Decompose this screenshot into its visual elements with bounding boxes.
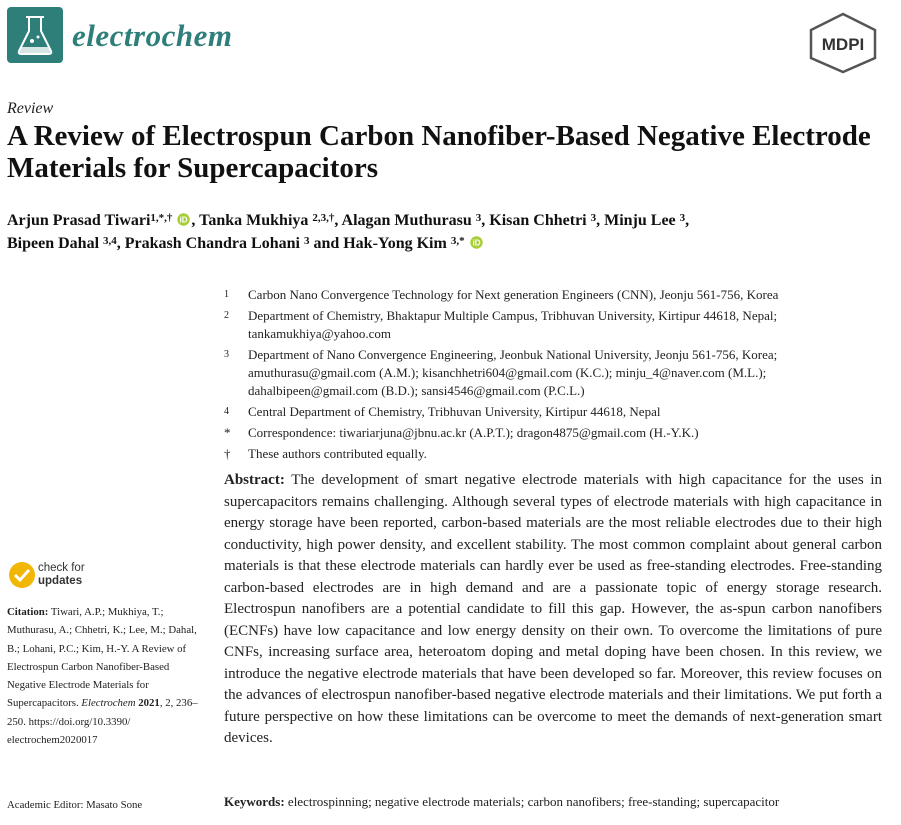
check-for-updates-label[interactable]: check for updates	[38, 562, 85, 587]
author-affiliation-marks: 3	[679, 212, 686, 224]
correspondence-item: * Correspondence: tiwariarjuna@jbnu.ac.kr (A.P.T.); dragon4875@gmail.com (H.-Y.K.)	[224, 425, 699, 440]
affiliation-item: 3 Department of Nano Convergence Engineering, Jeonbuk National University, Jeonju 561-756, Korea; amuthurasu@gmail.com (A.M.); kisanchhetri604@gmail.com (K.C.); minju_4@naver.com (M.L.); dahalbipeen@gmail.com (B.D.); sansi4546@gmail.com (P.C.L.)	[224, 347, 778, 398]
academic-editor: Academic Editor: Masato Sone	[7, 799, 143, 811]
author-name[interactable]: Alagan Muthurasu	[341, 212, 472, 229]
svg-text:iD: iD	[179, 215, 188, 225]
author-affiliation-marks: 3,4	[103, 235, 117, 247]
author-affiliation-marks: 2,3,†	[312, 212, 335, 224]
author-name[interactable]: Tanka Mukhiya	[199, 212, 309, 229]
citation-journal: Electrochem	[81, 697, 136, 710]
citation-year: 2021	[138, 697, 160, 710]
affiliation-item: 4 Central Department of Chemistry, Tribhuvan University, Kirtipur 44618, Nepal	[224, 404, 661, 419]
journal-logo	[7, 7, 63, 63]
author-name[interactable]: Kisan Chhetri	[489, 212, 587, 229]
author-affiliation-marks: 3	[475, 212, 482, 224]
author-name[interactable]: Bipeen Dahal	[7, 235, 100, 252]
author-list	[7, 209, 887, 255]
article-title: A Review of Electrospun Carbon Nanofiber-Based Negative Electrode Materials for Supercapacitors	[7, 120, 871, 184]
author-name[interactable]: Minju Lee	[604, 212, 676, 229]
abstract-label: Abstract:	[224, 472, 285, 488]
author-affiliation-marks: 1,*,†	[150, 212, 173, 224]
check-icon	[9, 562, 35, 588]
flask-icon	[7, 7, 63, 63]
equal-contribution-note: † These authors contributed equally.	[224, 446, 427, 461]
affiliation-item: 2 Department of Chemistry, Bhaktapur Multiple Campus, Tribhuvan University, Kirtipur 44618, Nepal; tankamukhiya@yahoo.com	[224, 308, 778, 341]
author-line-1: Arjun Prasad Tiwari$^{1,*,\dagger}$ iD , Tanka Mukhiya $^{2,3,\dagger}$, Alagan Muthurasu $^3$, Kisan Chhetri $^3$, Minju Lee $^3$,	[7, 212, 690, 229]
publisher-name: MDPI	[821, 35, 865, 54]
author-affiliation-marks: 3	[590, 212, 597, 224]
keywords	[224, 794, 894, 810]
mdpi-logo[interactable]	[807, 12, 879, 74]
author-affiliation-marks: 3	[303, 235, 310, 247]
journal-name[interactable]: electrochem	[72, 18, 233, 53]
abstract	[224, 470, 882, 750]
author-line-2: Bipeen Dahal $^{3,4}$, Prakash Chandra Lohani $^3$ and Hak-Yong Kim $^{3,*}$ iD	[7, 232, 887, 255]
author-affiliation-marks: 3,*	[450, 235, 465, 247]
author-name[interactable]: Prakash Chandra Lohani	[124, 235, 300, 252]
author-name[interactable]: Hak-Yong Kim	[343, 235, 447, 252]
citation-rest[interactable]: , 2, 236–250. https://doi.org/10.3390/ electrochem2020017	[7, 697, 198, 747]
affiliation-item: 1 Carbon Nano Convergence Technology for Next generation Engineers (CNN), Jeonju 561-756, Korea	[224, 287, 779, 302]
keywords-label: Keywords:	[224, 794, 285, 809]
author-name[interactable]: Arjun Prasad Tiwari	[7, 212, 151, 229]
svg-text:iD: iD	[472, 238, 481, 248]
abstract-text: The development of smart negative electrode materials with high capacitance for the uses in supercapacitors remains challenging. Although several types of electrode materials with high capacitance in energy storage have been reported, carbon-based materials are the most reliable electrodes due to their high conductivity, high power density, and excellent stability. The most common complaint about general carbon materials is that these electrode materials can hardly ever be used as free-standing electrodes. Free-standing carbon-based electrodes are in high demand and are a passionate topic of energy storage research. Electrospun nanofibers are a potential candidate to fill this gap. However, the as-spun carbon nanofibers (ECNFs) have low capacitance and low energy density on their own. To overcome the limitations of pure CNFs, increasing surface area, heteroatom doping and metal doping have been chosen. In this review, we introduce the negative electrode materials that have been developed so far. Moreover, this review focuses on the advances of electrospun nanofiber-based negative electrode materials and their limitations. We put forth a future perspective on how these limitations can be overcome to meet the demands of next-generation smart devices.	[224, 472, 883, 746]
citation-label: Citation:	[7, 606, 49, 618]
article-type: Review	[7, 100, 54, 117]
orcid-icon[interactable]	[470, 236, 483, 249]
keywords-text: electrospinning; negative electrode materials; carbon nanofibers; free-standing; supercapacitor	[287, 794, 780, 809]
affiliation-list	[224, 286, 884, 466]
citation	[7, 603, 207, 749]
orcid-icon[interactable]	[177, 213, 190, 226]
citation-text: Tiwari, A.P.; Mukhiya, T.; Muthurasu, A.; Chhetri, K.; Lee, M.; Dahal, B.; Lohani, P.C.; Kim, H.-Y. A Review of Electrospun Carbon Nanofiber-Based Negative Electrode Materials for Supercapacitors.	[7, 606, 197, 710]
